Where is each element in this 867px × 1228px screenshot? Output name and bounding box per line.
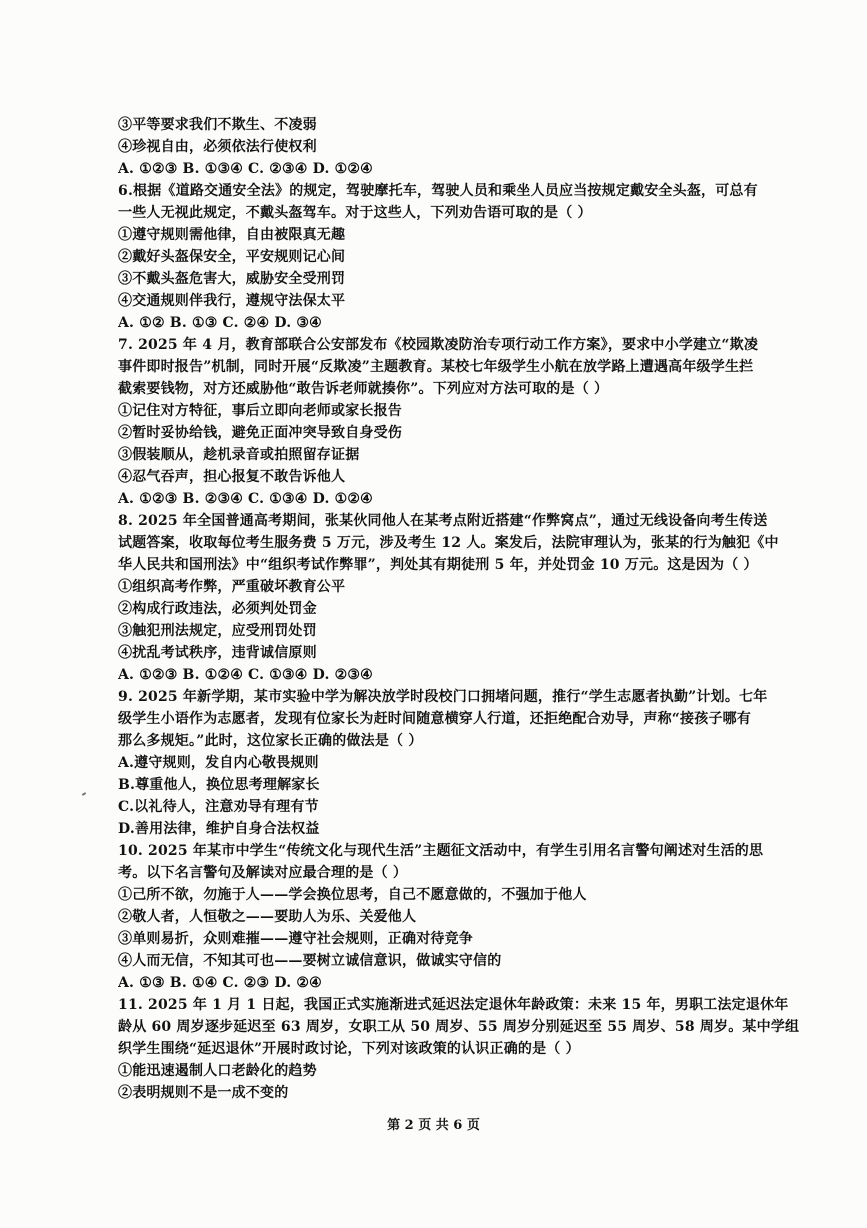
text-line: 8. 2025 年全国普通高考期间，张某伙同他人在某考点附近搭建“作弊窝点”，通过无线设备向考生传送 (118, 513, 768, 529)
text-line: 一些人无视此规定，不戴头盔驾车。对于这些人，下列劝告语可取的是（ ） (118, 205, 592, 221)
text-line: 华人民共和国刑法》中“组织考试作弊罪”，判处其有期徒刑 5 年，并处罚金 10 万元。这是因为（ ） (118, 557, 758, 573)
text-line: A. ①②③ B. ①②④ C. ①③④ D. ②③④ (118, 667, 373, 683)
text-line: ①记住对方特征，事后立即向老师或家长报告 (118, 403, 402, 419)
text-line: ①遵守规则需他律，自由被限真无趣 (118, 227, 346, 243)
text-line: ②敬人者，人恒敬之——要助人为乐、关爱他人 (118, 909, 417, 925)
text-line: 10. 2025 年某市中学生“传统文化与现代生活”主题征文活动中，有学生引用名言警句阐述对生活的思 (118, 843, 764, 859)
page-content (118, 114, 807, 1104)
text-line: ①能迅速遏制人口老龄化的趋势 (118, 1063, 317, 1079)
text-line: ③不戴头盔危害大，威胁安全受刑罚 (118, 271, 346, 287)
text-line: D.善用法律，维护自身合法权益 (118, 821, 320, 837)
text-line: 织学生围绕“延迟退休”开展时政讨论，下列对该政策的认识正确的是（ ） (118, 1041, 580, 1057)
text-line: ④交通规则伴我行，遵规守法保太平 (118, 293, 346, 309)
text-line: ③单则易折，众则难摧——遵守社会规则，正确对待竞争 (118, 931, 473, 947)
text-line: B.尊重他人，换位思考理解家长 (118, 777, 320, 793)
text-line: ③平等要求我们不欺生、不凌弱 (118, 117, 317, 133)
text-line: ①己所不欲，勿施于人——学会换位思考，自己不愿意做的，不强加于他人 (118, 887, 587, 903)
text-line: 事件即时报告”机制，同时开展“反欺凌”主题教育。某校七年级学生小航在放学路上遭遇高年级学生拦 (118, 359, 754, 375)
text-line: 9. 2025 年新学期，某市实验中学为解决放学时段校门口拥堵问题，推行“学生志愿者执勤”计划。七年 (118, 689, 768, 705)
text-line: A. ①③ B. ①④ C. ②③ D. ②④ (118, 975, 322, 991)
text-line: 7. 2025 年 4 月，教育部联合公安部发布《校园欺凌防治专项行动工作方案》，要求中小学建立“欺凌 (118, 337, 759, 353)
text-line: ④人而无信，不知其可也——要树立诚信意识，做诚实守信的 (118, 953, 502, 969)
text-line: C.以礼待人，注意劝导有理有节 (118, 799, 319, 815)
text-line: A.遵守规则，发自内心敬畏规则 (118, 755, 319, 771)
text-line: ①组织高考作弊，严重破坏教育公平 (118, 579, 346, 595)
text-line: ③假装顺从，趁机录音或拍照留存证据 (118, 447, 360, 463)
text-line: ②表明规则不是一成不变的 (118, 1085, 289, 1101)
page-footer: 第 2 页 共 6 页 (387, 1118, 480, 1133)
text-line: 级学生小语作为志愿者，发现有位家长为赶时间随意横穿人行道，还拒绝配合劝导，声称“接孩子哪有 (118, 711, 752, 727)
scan-speck (82, 792, 86, 796)
text-line: A. ①②③ B. ②③④ C. ①③④ D. ①②④ (118, 491, 373, 507)
text-line: 截索要钱物，对方还威胁他“敢告诉老师就揍你”。下列应对方法可取的是（ ） (118, 381, 609, 397)
text-line: ②构成行政违法，必须判处罚金 (118, 601, 317, 617)
text-line: 11. 2025 年 1 月 1 日起，我国正式实施渐进式延迟法定退休年龄政策：未来 15 年，男职工法定退休年 (118, 997, 789, 1013)
text-line: ④扰乱考试秩序，违背诚信原则 (118, 645, 317, 661)
text-line: ④忍气吞声，担心报复不敢告诉他人 (118, 469, 346, 485)
text-line: 龄从 60 周岁逐步延迟至 63 周岁，女职工从 50 周岁、55 周岁分别延迟至 55 周岁、58 周岁。某中学组 (118, 1019, 800, 1035)
text-line: ②暂时妥协给钱，避免正面冲突导致自身受伤 (118, 425, 402, 441)
text-line: 试题答案，收取每位考生服务费 5 万元，涉及考生 12 人。案发后，法院审理认为，张某的行为触犯《中 (118, 535, 779, 551)
text-line: ③触犯刑法规定，应受刑罚处罚 (118, 623, 317, 639)
text-line: A. ①② B. ①③ C. ②④ D. ③④ (118, 315, 322, 331)
text-line: ④珍视自由，必须依法行使权利 (118, 139, 317, 155)
text-line: 6.根据《道路交通安全法》的规定，驾驶摩托车，驾驶人员和乘坐人员应当按规定戴安全头盔，可总有 (118, 183, 758, 199)
text-line: 那么多规矩。”此时，这位家长正确的做法是（ ） (118, 733, 423, 749)
text-line: 考。以下名言警句及解读对应最合理的是（ ） (118, 865, 408, 881)
text-line: A. ①②③ B. ①③④ C. ②③④ D. ①②④ (118, 161, 373, 177)
text-line: ②戴好头盔保安全，平安规则记心间 (118, 249, 346, 265)
